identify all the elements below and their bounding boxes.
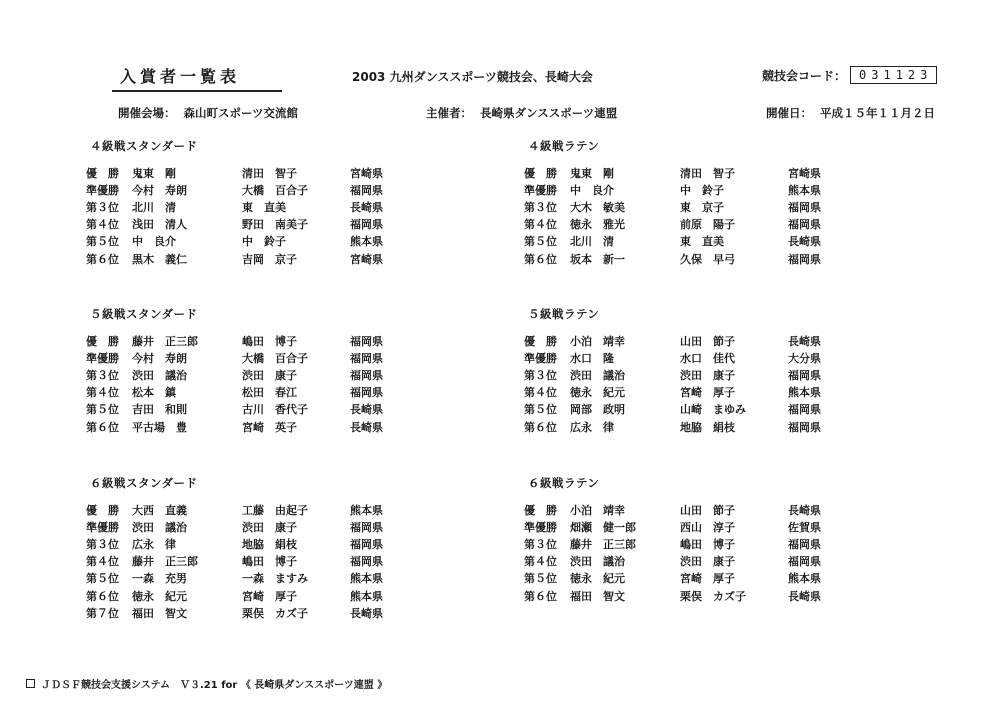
competition-code-label: 競技会コード： [762, 68, 847, 83]
male-name: 大木 敏美 [570, 200, 625, 214]
male-name: 大西 直義 [132, 503, 187, 517]
result-row [524, 250, 904, 267]
male-name: 福田 智文 [132, 606, 187, 620]
rank: 優 勝 [86, 334, 119, 348]
rank: 準優勝 [86, 520, 119, 534]
result-row [86, 587, 466, 604]
female-name: 中 鈴子 [242, 235, 286, 249]
rank: 第３位 [86, 368, 119, 382]
rank: 第４位 [524, 386, 557, 400]
male-name: 藤井 正三郎 [132, 555, 198, 569]
organizer-value: 長崎県ダンススポーツ連盟 [480, 106, 618, 120]
male-name: 渋田 議治 [132, 368, 187, 382]
female-name: 栗俣 カズ子 [680, 589, 746, 603]
result-row [86, 181, 466, 198]
prefecture: 長崎県 [788, 334, 821, 348]
section-title: ５級戦スタンダード [90, 307, 198, 321]
male-name: 一森 充男 [132, 572, 187, 586]
female-name: 渋田 康子 [242, 520, 297, 534]
male-name: 岡部 政明 [570, 403, 625, 417]
event-title: 2003 九州ダンススポーツ競技会、長崎大会 [352, 70, 593, 84]
section-6kyu-standard [86, 475, 466, 621]
prefecture: 熊本県 [350, 235, 383, 249]
female-name: 山田 節子 [680, 334, 735, 348]
prefecture: 大分県 [788, 351, 821, 365]
female-name: 山田 節子 [680, 503, 735, 517]
prefecture: 福岡県 [350, 183, 383, 197]
prefecture: 福岡県 [350, 218, 383, 232]
rank: 第５位 [86, 572, 119, 586]
rank: 第５位 [524, 572, 557, 586]
prefecture: 佐賀県 [788, 520, 821, 534]
prefecture: 福岡県 [788, 218, 821, 232]
footer-text: ＪＤＳＦ競技会支援システム Ｖ３.21 for 《 長崎県ダンススポーツ連盟 》 [41, 680, 388, 691]
competition-code-box: 031123 [850, 66, 937, 84]
result-row [86, 164, 466, 181]
result-row [524, 349, 904, 366]
male-name: 鬼東 剛 [570, 166, 614, 180]
female-name: 栗俣 カズ子 [242, 606, 308, 620]
footer [26, 676, 387, 691]
rank: 準優勝 [524, 351, 557, 365]
document-title: 入賞者一覧表 [112, 64, 282, 92]
female-name: 松田 春江 [242, 386, 297, 400]
female-name: 工藤 由起子 [242, 503, 308, 517]
prefecture: 長崎県 [350, 606, 383, 620]
result-row [86, 418, 466, 435]
female-name: 前原 陽子 [680, 218, 735, 232]
female-name: 野田 南美子 [242, 218, 308, 232]
male-name: 黒木 義仁 [132, 252, 187, 266]
prefecture: 福岡県 [788, 368, 821, 382]
male-name: 徳永 紀元 [570, 572, 625, 586]
male-name: 平古場 豊 [132, 420, 187, 434]
rank: 優 勝 [524, 166, 557, 180]
rank: 第６位 [86, 420, 119, 434]
section-title: ５級戦ラテン [528, 307, 600, 321]
result-row [86, 250, 466, 267]
male-name: 浅田 清人 [132, 218, 187, 232]
male-name: 徳永 紀元 [132, 589, 187, 603]
prefecture: 熊本県 [350, 503, 383, 517]
rank: 第３位 [86, 200, 119, 214]
prefecture: 福岡県 [788, 555, 821, 569]
result-row [86, 366, 466, 383]
result-row [524, 418, 904, 435]
male-name: 藤井 正三郎 [570, 537, 636, 551]
prefecture: 福岡県 [350, 520, 383, 534]
rank: 第６位 [86, 252, 119, 266]
prefecture: 福岡県 [350, 386, 383, 400]
result-row [86, 384, 466, 401]
male-name: 坂本 新一 [570, 252, 625, 266]
prefecture: 長崎県 [788, 503, 821, 517]
female-name: 清田 智子 [680, 166, 735, 180]
male-name: 松本 鎮 [132, 386, 176, 400]
female-name: 清田 智子 [242, 166, 297, 180]
female-name: 宮崎 厚子 [680, 386, 735, 400]
venue [118, 105, 298, 121]
male-name: 小泊 靖幸 [570, 503, 625, 517]
result-row [524, 518, 904, 535]
result-row [524, 553, 904, 570]
male-name: 吉田 和則 [132, 403, 187, 417]
section-5kyu-latin [524, 306, 904, 435]
organizer-label: 主催者： [426, 106, 472, 120]
result-row [524, 332, 904, 349]
result-row [524, 384, 904, 401]
result-row [86, 349, 466, 366]
male-name: 福田 智文 [570, 589, 625, 603]
result-row [524, 501, 904, 518]
rank: 第６位 [524, 589, 557, 603]
rank: 優 勝 [524, 334, 557, 348]
rank: 第７位 [86, 606, 119, 620]
result-row [86, 604, 466, 621]
prefecture: 熊本県 [350, 572, 383, 586]
result-row [86, 553, 466, 570]
male-name: 水口 隆 [570, 351, 614, 365]
prefecture: 長崎県 [788, 235, 821, 249]
rank: 第５位 [524, 235, 557, 249]
result-row [524, 366, 904, 383]
result-row [86, 198, 466, 215]
female-name: 水口 佳代 [680, 351, 735, 365]
result-row [86, 233, 466, 250]
male-name: 藤井 正三郎 [132, 334, 198, 348]
prefecture: 福岡県 [350, 351, 383, 365]
result-row [524, 198, 904, 215]
date-value: 平成１５年１１月２日 [820, 106, 935, 120]
rank: 第５位 [524, 403, 557, 417]
rank: 第３位 [524, 200, 557, 214]
rank: 第３位 [86, 537, 119, 551]
female-name: 宮崎 英子 [242, 420, 297, 434]
section-title: ４級戦ラテン [528, 139, 600, 153]
rank: 第６位 [86, 589, 119, 603]
section-4kyu-standard [86, 138, 466, 267]
result-row [86, 216, 466, 233]
male-name: 広永 律 [570, 420, 614, 434]
male-name: 徳永 紀元 [570, 386, 625, 400]
prefecture: 長崎県 [350, 200, 383, 214]
prefecture: 宮崎県 [350, 252, 383, 266]
male-name: 渋田 議治 [132, 520, 187, 534]
result-row [86, 570, 466, 587]
rank: 第６位 [524, 252, 557, 266]
female-name: 嶋田 博子 [242, 334, 297, 348]
female-name: 古川 香代子 [242, 403, 308, 417]
female-name: 嶋田 博子 [242, 555, 297, 569]
rank: 第４位 [86, 555, 119, 569]
rank: 準優勝 [524, 520, 557, 534]
prefecture: 福岡県 [788, 420, 821, 434]
result-row [524, 164, 904, 181]
male-name: 畑瀬 健一郎 [570, 520, 636, 534]
female-name: 久保 早弓 [680, 252, 735, 266]
prefecture: 熊本県 [350, 589, 383, 603]
date-label: 開催日： [766, 106, 812, 120]
checkbox-square-icon [26, 679, 35, 688]
result-row [524, 535, 904, 552]
section-title: ６級戦スタンダード [90, 476, 198, 490]
prefecture: 宮崎県 [350, 166, 383, 180]
result-row [86, 332, 466, 349]
female-name: 東 直美 [680, 235, 724, 249]
result-row [524, 570, 904, 587]
male-name: 渋田 議治 [570, 368, 625, 382]
rank: 優 勝 [524, 503, 557, 517]
venue-label: 開催会場： [118, 106, 176, 120]
section-title: ４級戦スタンダード [90, 139, 198, 153]
prefecture: 福岡県 [350, 334, 383, 348]
female-name: 地脇 絹枝 [242, 537, 297, 551]
rank: 第６位 [524, 420, 557, 434]
female-name: 一森 ますみ [242, 572, 308, 586]
male-name: 渋田 議治 [570, 555, 625, 569]
result-row [86, 518, 466, 535]
section-6kyu-latin [524, 475, 904, 604]
female-name: 大橋 百合子 [242, 351, 308, 365]
prefecture: 福岡県 [350, 555, 383, 569]
female-name: 吉岡 京子 [242, 252, 297, 266]
male-name: 中 良介 [570, 183, 614, 197]
female-name: 東 京子 [680, 200, 724, 214]
female-name: 中 鈴子 [680, 183, 724, 197]
section-5kyu-standard [86, 306, 466, 435]
female-name: 東 直美 [242, 200, 286, 214]
event-date [766, 105, 935, 121]
male-name: 中 良介 [132, 235, 176, 249]
prefecture: 熊本県 [788, 183, 821, 197]
rank: 第４位 [86, 386, 119, 400]
organizer [426, 105, 617, 121]
prefecture: 福岡県 [788, 403, 821, 417]
rank: 準優勝 [524, 183, 557, 197]
result-row [524, 587, 904, 604]
prefecture: 宮崎県 [788, 166, 821, 180]
male-name: 鬼東 剛 [132, 166, 176, 180]
result-row [86, 535, 466, 552]
prefecture: 長崎県 [350, 403, 383, 417]
prefecture: 福岡県 [350, 368, 383, 382]
prefecture: 長崎県 [788, 589, 821, 603]
rank: 準優勝 [86, 351, 119, 365]
female-name: 地脇 絹枝 [680, 420, 735, 434]
female-name: 嶋田 博子 [680, 537, 735, 551]
male-name: 小泊 靖幸 [570, 334, 625, 348]
rank: 第３位 [524, 537, 557, 551]
female-name: 渋田 康子 [680, 555, 735, 569]
prefecture: 長崎県 [350, 420, 383, 434]
result-row [524, 216, 904, 233]
result-row [524, 233, 904, 250]
female-name: 渋田 康子 [242, 368, 297, 382]
section-4kyu-latin [524, 138, 904, 267]
venue-value: 森山町スポーツ交流館 [183, 106, 299, 120]
male-name: 今村 寿朗 [132, 351, 187, 365]
female-name: 西山 淳子 [680, 520, 735, 534]
competition-code [762, 66, 937, 84]
prefecture: 福岡県 [788, 200, 821, 214]
rank: 優 勝 [86, 166, 119, 180]
rank: 第４位 [524, 555, 557, 569]
rank: 第４位 [86, 218, 119, 232]
rank: 第５位 [86, 403, 119, 417]
female-name: 宮崎 厚子 [242, 589, 297, 603]
result-row [524, 401, 904, 418]
male-name: 北川 清 [132, 200, 176, 214]
result-row [86, 501, 466, 518]
male-name: 今村 寿朗 [132, 183, 187, 197]
prefecture: 熊本県 [788, 386, 821, 400]
female-name: 大橋 百合子 [242, 183, 308, 197]
female-name: 渋田 康子 [680, 368, 735, 382]
male-name: 徳永 雅光 [570, 218, 625, 232]
female-name: 山崎 まゆみ [680, 403, 746, 417]
rank: 優 勝 [86, 503, 119, 517]
result-row [524, 181, 904, 198]
section-title: ６級戦ラテン [528, 476, 600, 490]
male-name: 北川 清 [570, 235, 614, 249]
rank: 第４位 [524, 218, 557, 232]
rank: 準優勝 [86, 183, 119, 197]
prefecture: 福岡県 [350, 537, 383, 551]
prefecture: 福岡県 [788, 537, 821, 551]
prefecture: 熊本県 [788, 572, 821, 586]
female-name: 宮崎 厚子 [680, 572, 735, 586]
prefecture: 福岡県 [788, 252, 821, 266]
result-row [86, 401, 466, 418]
rank: 第５位 [86, 235, 119, 249]
rank: 第３位 [524, 368, 557, 382]
male-name: 広永 律 [132, 537, 176, 551]
